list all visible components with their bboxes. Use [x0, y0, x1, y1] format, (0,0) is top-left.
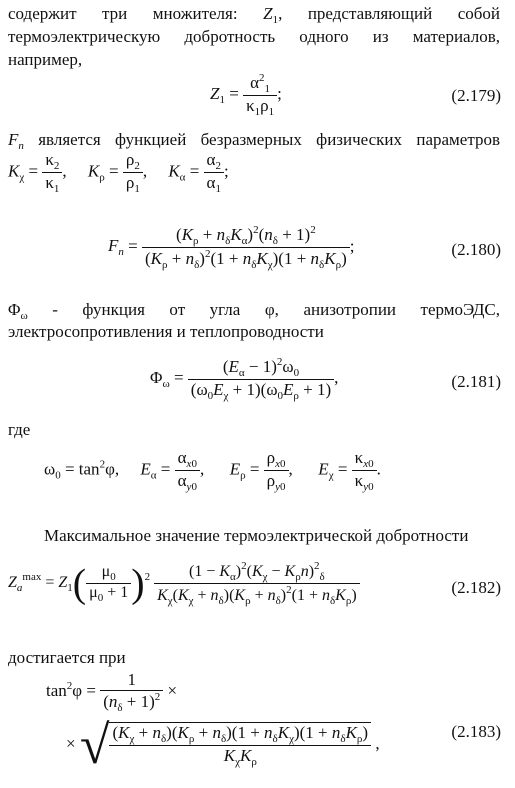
equation-number-2-183: (2.183) — [451, 722, 501, 741]
text-line-2: термоэлектрическую добротность одного из материалов, — [8, 27, 500, 46]
equation-number-2-180: (2.180) — [451, 240, 501, 259]
equation-2-181: $\Phi_\omega$ = $\frac{(E_\alpha - 1)^2\omega_0}{(\omega_0E_\chi + 1)(\omega_0E_\rho + 1)}$ , — [150, 356, 339, 402]
fn-description: $F_n$ является функцией безразмерных физических параметров — [8, 130, 501, 152]
equation-number-2-181: (2.181) — [451, 372, 501, 391]
equation-number-2-182: (2.182) — [451, 578, 501, 597]
reached-text: достигается при — [8, 648, 126, 667]
max-value-text: Максимальное значение термоэлектрической добротности — [44, 526, 469, 545]
phi-description-1: $\Phi_\omega$ - функция от угла φ, анизотропии термоЭДС, — [8, 300, 501, 322]
equation-number-2-179: (2.179) — [451, 86, 501, 105]
equation-2-179: $Z_1$ = $\frac{\alpha^2_1}{\kappa_1\rho_1}$ ; — [210, 72, 282, 118]
phi-description-2: электросопротивления и теплопроводности — [8, 322, 324, 341]
equation-2-183-line-2: × √ $\frac{(K_\chi + n_\delta)(K_\rho + n_\delta)(1 + n_\delta K_\chi)(1 + n_\delta K_\rho)}{K_\chi K_\rho}$ , — [66, 715, 380, 775]
equation-2-180: $F_n$ = $\frac{(K_\rho + n_\delta K_\alpha)^2(n_\delta + 1)^2}{(K_\rho + n_\delta)^2(1 + n_\delta K_\chi)(1 + n_\delta K_\rho)}$ ; — [108, 224, 355, 271]
dimensionless-parameters: $K_\chi$ = $\frac{\kappa_2}{\kappa_1}$ , $K_\rho$ = $\frac{\rho_2}{\rho_1}$ , $K_\alpha$ = $\frac{\alpha_2}{\alpha_1}$ ; — [8, 150, 229, 195]
text-line-1: содержит три множителя: $Z_1$, представляющий собой — [8, 4, 501, 26]
definitions: $\omega_0 = \tan^2\varphi$, $E_\alpha$ = $\frac{\alpha_{x0}}{\alpha_{y0}}$ , $E_\rho$ = $\frac{\rho_{x0}}{\rho_{y0}}$ , $E_\chi$ = $\frac{\kappa_{x0}}{\kappa_{y0}}$ . — [44, 448, 381, 493]
equation-2-183-line-1: $\tan^2\varphi$ = $\frac{1}{(n_\delta + 1)^2}$ × — [46, 670, 178, 714]
text-line-3: например, — [8, 50, 83, 69]
equation-2-182: $Z_a^{max} = Z_1$( $\frac{\mu_0}{\mu_0 + 1}$ )$^2$ $\frac{(1 - K_\alpha)^2(K_\chi - K_\rho n)^2_\delta}{K_\chi(K_\chi + n_\delta)(K_\rho + n_\delta)^2(1 + n_\delta K_\rho)}$ — [8, 560, 360, 607]
where-label: где — [8, 420, 31, 439]
